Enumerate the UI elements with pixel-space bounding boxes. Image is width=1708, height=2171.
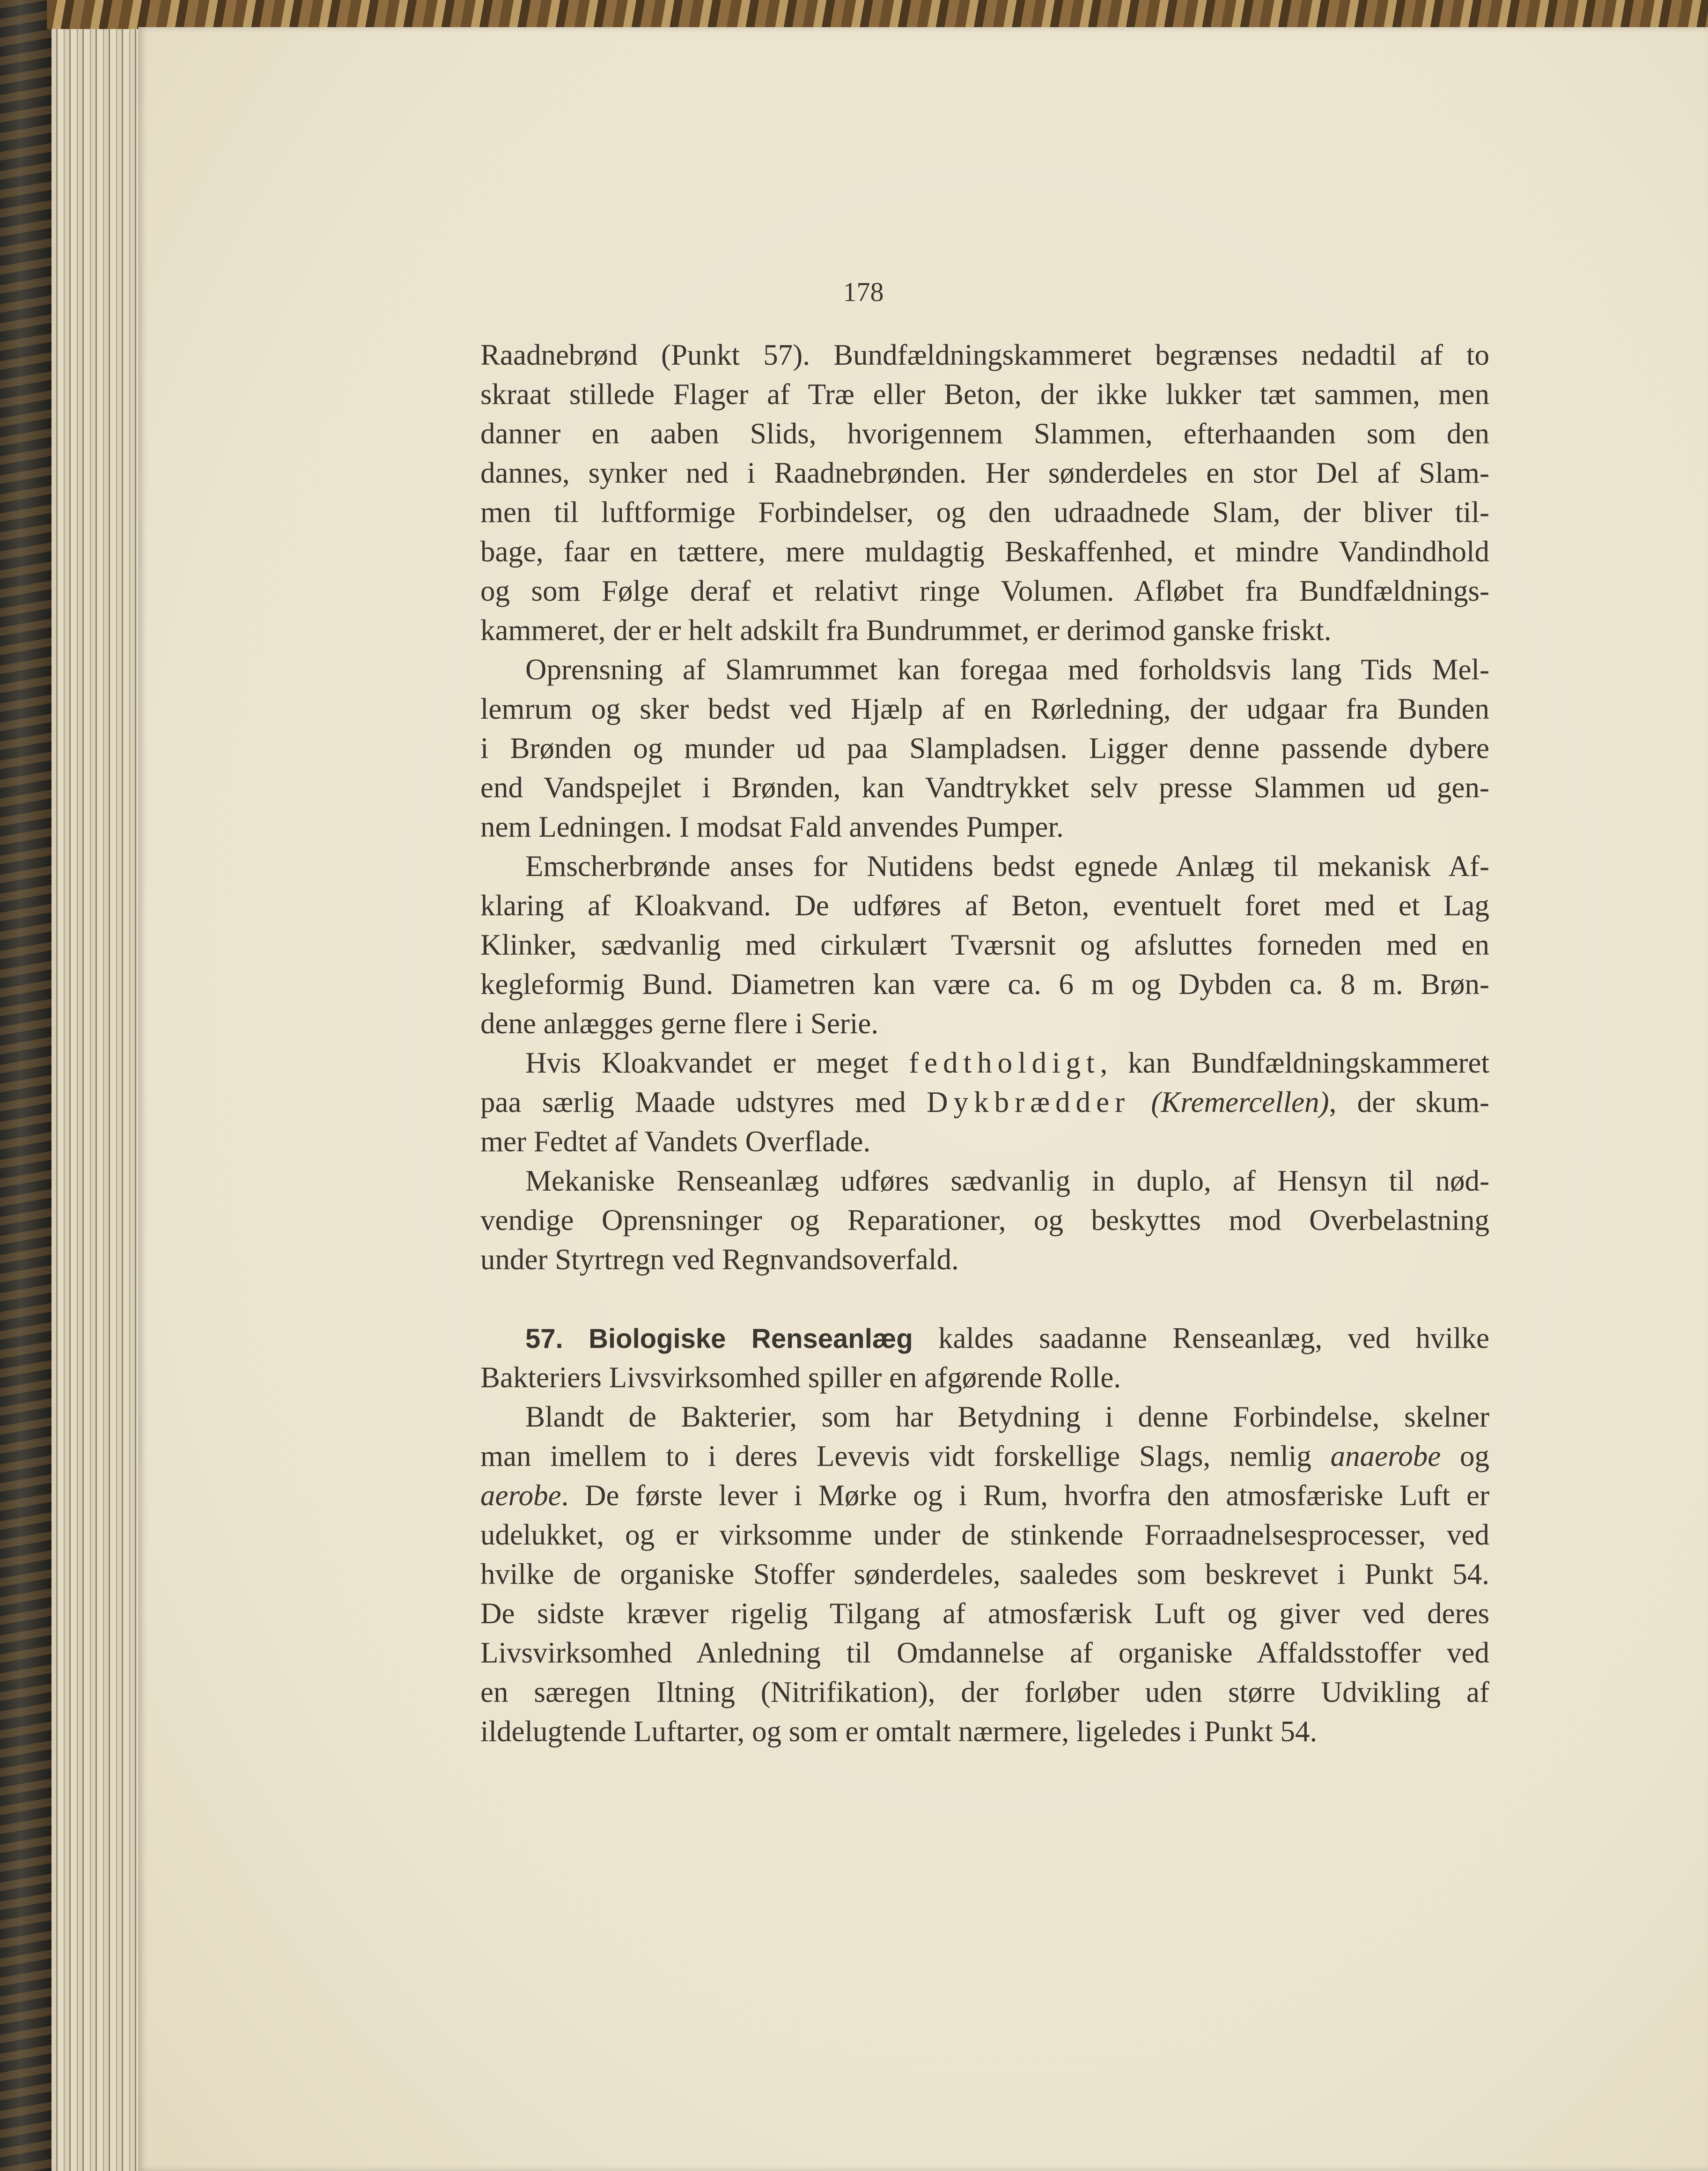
text-segment: kammeret, der er helt adskilt fra Bundrummet, er derimod ganske friskt. (480, 614, 1332, 647)
text-segment: man imellem to i deres Levevis vidt forskellige Slags, nemlig (480, 1440, 1331, 1472)
text-segment: dene anlægges gerne flere i Serie. (480, 1007, 879, 1040)
text-line (480, 1476, 1489, 1515)
text-line (480, 1358, 1489, 1397)
text-line (480, 964, 1489, 1004)
text-segment: Hvis Kloakvandet er meget (525, 1046, 909, 1079)
text-segment: Mekaniske Renseanlæg udføres sædvanlig in duplo, af Hensyn til nød- (525, 1164, 1489, 1197)
text-segment: . De første lever i Mørke og i Rum, hvorfra den atmosfæriske Luft er (561, 1479, 1489, 1512)
paragraph (480, 335, 1489, 650)
paragraph (480, 846, 1489, 1043)
paragraph (480, 1161, 1489, 1279)
text-segment: i Brønden og munder ud paa Slampladsen. Ligger denne passende dybere (480, 732, 1489, 765)
text-segment (1130, 1086, 1151, 1119)
text-line (480, 1161, 1489, 1200)
text-line (480, 1004, 1489, 1043)
text-segment: bage, faar en tættere, mere muldagtig Beskaffenhed, et mindre Vandindhold (480, 535, 1489, 568)
text-segment: danner en aaben Slids, hvorigennem Slammen, efterhaanden som den (480, 417, 1489, 450)
text-segment: nem Ledningen. I modsat Fald anvendes Pumper. (480, 810, 1064, 843)
paragraph (480, 1043, 1489, 1161)
text-line (480, 1043, 1489, 1082)
text-segment: Raadnebrønd (Punkt 57). Bundfældningskammeret begrænses nedadtil af to (480, 339, 1489, 371)
text-line (480, 375, 1489, 414)
text-line (480, 1200, 1489, 1240)
text-line (480, 1712, 1489, 1751)
italic-term: anaerobe (1330, 1440, 1441, 1472)
text-segment: Livsvirksomhed Anledning til Omdannelse af organiske Affaldsstoffer ved (480, 1636, 1489, 1669)
italic-term: aerobe (480, 1479, 561, 1512)
text-segment: under Styrtregn ved Regnvandsoverfald. (480, 1243, 959, 1276)
text-segment: mer Fedtet af Vandets Overflade. (480, 1125, 871, 1158)
paragraph (480, 1397, 1489, 1751)
text-segment: Oprensning af Slamrummet kan foregaa med forholdsvis lang Tids Mel- (525, 653, 1489, 686)
text-line (480, 571, 1489, 611)
text-segment: udelukket, og er virksomme under de stinkende Forraadnelsesprocesser, ved (480, 1518, 1489, 1551)
text-segment: og som Følge deraf et relativt ringe Volumen. Afløbet fra Bundfældnings- (480, 574, 1489, 607)
text-segment: hvilke de organiske Stoffer sønderdeles, saaledes som beskrevet i Punkt 54. (480, 1558, 1489, 1590)
text-segment: vendige Oprensninger og Reparationer, og beskyttes mod Overbelastning (480, 1204, 1489, 1236)
paragraph (480, 1318, 1489, 1397)
text-segment: end Vandspejlet i Brønden, kan Vandtrykket selv presse Slammen ud gen- (480, 771, 1489, 804)
paragraph (480, 650, 1489, 846)
text-line (480, 1594, 1489, 1633)
text-line (480, 768, 1489, 807)
text-line (480, 807, 1489, 846)
spaced-term: Dykbrædder (927, 1086, 1131, 1119)
text-line (480, 1082, 1489, 1122)
text-line (480, 886, 1489, 925)
marbled-top-edge (47, 0, 1708, 29)
text-line (480, 611, 1489, 650)
text-line (480, 1554, 1489, 1594)
spine-texture (0, 0, 52, 2171)
text-segment: Emscherbrønde anses for Nutidens bedst egnede Anlæg til mekanisk Af- (525, 850, 1489, 883)
text-line (480, 1240, 1489, 1279)
text-segment: , der skum- (1329, 1086, 1489, 1119)
text-line (480, 335, 1489, 375)
text-line (480, 493, 1489, 532)
text-line (480, 1436, 1489, 1476)
text-line (480, 925, 1489, 964)
text-line (480, 414, 1489, 453)
text-segment: paa særlig Maade udstyres med (480, 1086, 927, 1119)
italic-term: (Kremercellen) (1151, 1086, 1329, 1119)
text-segment: en særegen Iltning (Nitrifikation), der forløber uden større Udvikling af (480, 1676, 1489, 1708)
text-segment: ildelugtende Luftarter, og som er omtalt nærmere, ligeledes i Punkt 54. (480, 1715, 1318, 1748)
text-segment: , kan Bundfældningskammeret (1100, 1046, 1489, 1079)
text-segment: dannes, synker ned i Raadnebrønden. Her sønderdeles en stor Del af Slam- (480, 456, 1489, 489)
page-stack-edges (52, 28, 140, 2171)
body-text (480, 335, 1489, 1751)
text-line (480, 1633, 1489, 1672)
section-heading: 57. Biologiske Renseanlæg (525, 1324, 913, 1354)
text-line (480, 532, 1489, 571)
text-segment: og (1441, 1440, 1489, 1472)
text-line (480, 453, 1489, 493)
text-segment: De sidste kræver rigelig Tilgang af atmosfærisk Luft og giver ved deres (480, 1597, 1489, 1630)
text-line (480, 729, 1489, 768)
text-segment: skraat stillede Flager af Træ eller Beton, der ikke lukker tæt sammen, men (480, 378, 1489, 411)
text-line (480, 846, 1489, 886)
text-segment: klaring af Kloakvand. De udføres af Beton, eventuelt foret med et Lag (480, 889, 1489, 922)
text-segment: men til luftformige Forbindelser, og den udraadnede Slam, der bliver til- (480, 496, 1489, 529)
text-line (480, 650, 1489, 689)
text-line (480, 1397, 1489, 1436)
text-segment: Klinker, sædvanlig med cirkulært Tværsnit og afsluttes forneden med en (480, 928, 1489, 961)
section-gap (480, 1279, 1489, 1318)
text-line (480, 1318, 1489, 1358)
text-line (480, 689, 1489, 729)
text-segment: kaldes saadanne Renseanlæg, ved hvilke (913, 1322, 1489, 1354)
page-number: 178 (843, 277, 884, 307)
spaced-term: fedtholdigt (909, 1046, 1100, 1079)
text-line (480, 1515, 1489, 1554)
text-line (480, 1122, 1489, 1161)
text-segment: lemrum og sker bedst ved Hjælp af en Rørledning, der udgaar fra Bunden (480, 692, 1489, 725)
text-segment: Bakteriers Livsvirksomhed spiller en afgørende Rolle. (480, 1361, 1121, 1394)
text-line (480, 1672, 1489, 1712)
text-segment: kegleformig Bund. Diametren kan være ca. 6 m og Dybden ca. 8 m. Brøn- (480, 968, 1489, 1001)
text-segment: Blandt de Bakterier, som har Betydning i denne Forbindelse, skelner (525, 1400, 1489, 1433)
